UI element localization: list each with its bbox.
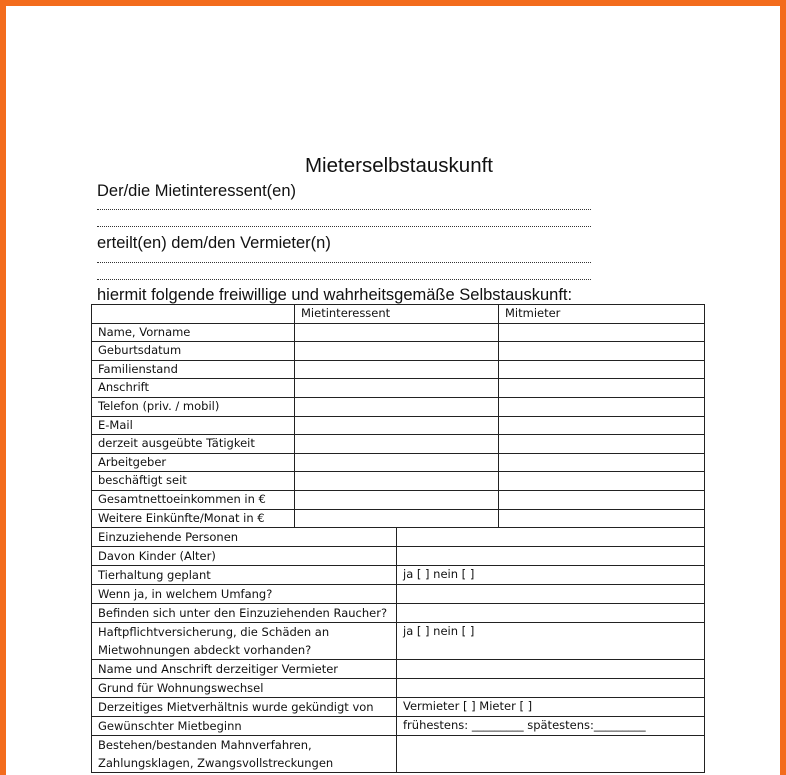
applicant-field[interactable]: [295, 360, 499, 379]
cotenant-field[interactable]: [499, 490, 705, 509]
applicant-field[interactable]: [295, 472, 499, 491]
applicant-field[interactable]: [295, 435, 499, 454]
applicant-field[interactable]: [295, 342, 499, 361]
table-row: [92, 342, 705, 361]
row-label: Anschrift: [92, 379, 295, 398]
answer-field[interactable]: [397, 547, 705, 566]
row-label: Geburtsdatum: [92, 342, 295, 361]
table-row: [92, 528, 705, 547]
row-label: Grund für Wohnungswechsel: [92, 679, 397, 698]
applicant-field[interactable]: [295, 453, 499, 472]
table-row: [92, 490, 705, 509]
header-cotenant: Mitmieter: [499, 305, 705, 324]
cotenant-field[interactable]: [499, 342, 705, 361]
table-row: [92, 679, 705, 698]
row-label: Name und Anschrift derzeitiger Vermieter: [92, 660, 397, 679]
applicant-field[interactable]: [295, 509, 499, 528]
row-label: Tierhaltung geplant: [92, 566, 397, 585]
table-row: [92, 623, 705, 660]
answer-field[interactable]: Vermieter [ ] Mieter [ ]: [397, 698, 705, 717]
answer-field[interactable]: [397, 679, 705, 698]
table-row: [92, 416, 705, 435]
row-label: Arbeitgeber: [92, 453, 295, 472]
row-label: Derzeitiges Mietverhältnis wurde gekündigt von: [92, 698, 397, 717]
applicant-label: Der/die Mietinteressent(en): [97, 182, 296, 200]
table-row: [92, 397, 705, 416]
row-label: derzeit ausgeübte Tätigkeit: [92, 435, 295, 454]
table-row: [92, 698, 705, 717]
row-label: Befinden sich unter den Einzuziehenden Raucher?: [92, 604, 397, 623]
answer-field[interactable]: [397, 736, 705, 773]
applicant-field[interactable]: [295, 379, 499, 398]
cotenant-field[interactable]: [499, 509, 705, 528]
cotenant-field[interactable]: [499, 379, 705, 398]
header-applicant: Mietinteressent: [295, 305, 499, 324]
table-row: [92, 604, 705, 623]
row-label: Haftpflichtversicherung, die Schäden an Mietwohnungen abdeckt vorhanden?: [92, 623, 397, 660]
row-label: Davon Kinder (Alter): [92, 547, 397, 566]
row-label: Bestehen/bestanden Mahnverfahren, Zahlungsklagen, Zwangsvollstreckungen: [92, 736, 397, 773]
applicant-dotted-line-2: [97, 226, 591, 227]
answer-field[interactable]: ja [ ] nein [ ]: [397, 623, 705, 660]
landlord-dotted-line-1: [97, 262, 591, 263]
row-label: Familienstand: [92, 360, 295, 379]
table-row: [92, 509, 705, 528]
row-label: Gesamtnettoeinkommen in €: [92, 490, 295, 509]
answer-field[interactable]: ja [ ] nein [ ]: [397, 566, 705, 585]
table-row: [92, 323, 705, 342]
answer-field[interactable]: [397, 528, 705, 547]
table-row: [92, 585, 705, 604]
cotenant-field[interactable]: [499, 360, 705, 379]
applicant-field[interactable]: [295, 397, 499, 416]
row-label: Name, Vorname: [92, 323, 295, 342]
table-row: [92, 736, 705, 773]
header-empty-cell: [92, 305, 295, 324]
answer-field[interactable]: [397, 660, 705, 679]
landlord-dotted-line-2: [97, 279, 591, 280]
cotenant-field[interactable]: [499, 397, 705, 416]
row-label: E-Mail: [92, 416, 295, 435]
cotenant-field[interactable]: [499, 453, 705, 472]
cotenant-field[interactable]: [499, 416, 705, 435]
declaration-label: hiermit folgende freiwillige und wahrheitsgemäße Selbstauskunft:: [97, 286, 573, 304]
table-row: [92, 472, 705, 491]
row-label: Gewünschter Mietbeginn: [92, 717, 397, 736]
table-row: [92, 435, 705, 454]
table-row: [92, 566, 705, 585]
applicant-field[interactable]: [295, 416, 499, 435]
table-row: [92, 547, 705, 566]
answer-field[interactable]: [397, 585, 705, 604]
applicant-dotted-line-1: [97, 209, 591, 210]
document-title: Mieterselbstauskunft: [304, 154, 493, 177]
applicant-field[interactable]: [295, 490, 499, 509]
table-row: [92, 379, 705, 398]
answer-field[interactable]: [397, 604, 705, 623]
table-header-row: [92, 305, 705, 324]
row-label: Wenn ja, in welchem Umfang?: [92, 585, 397, 604]
row-label: Telefon (priv. / mobil): [92, 397, 295, 416]
cotenant-field[interactable]: [499, 435, 705, 454]
table-row: [92, 453, 705, 472]
row-label: Einzuziehende Personen: [92, 528, 397, 547]
table-row: [92, 360, 705, 379]
table-row: [92, 660, 705, 679]
row-label: beschäftigt seit: [92, 472, 295, 491]
cotenant-field[interactable]: [499, 323, 705, 342]
table-row: [92, 717, 705, 736]
applicant-field[interactable]: [295, 323, 499, 342]
row-label: Weitere Einkünfte/Monat in €: [92, 509, 295, 528]
landlord-label: erteilt(en) dem/den Vermieter(n): [97, 234, 331, 252]
self-disclosure-table: [91, 304, 705, 773]
answer-field[interactable]: frühestens: _________ spätestens:_________: [397, 717, 705, 736]
cotenant-field[interactable]: [499, 472, 705, 491]
